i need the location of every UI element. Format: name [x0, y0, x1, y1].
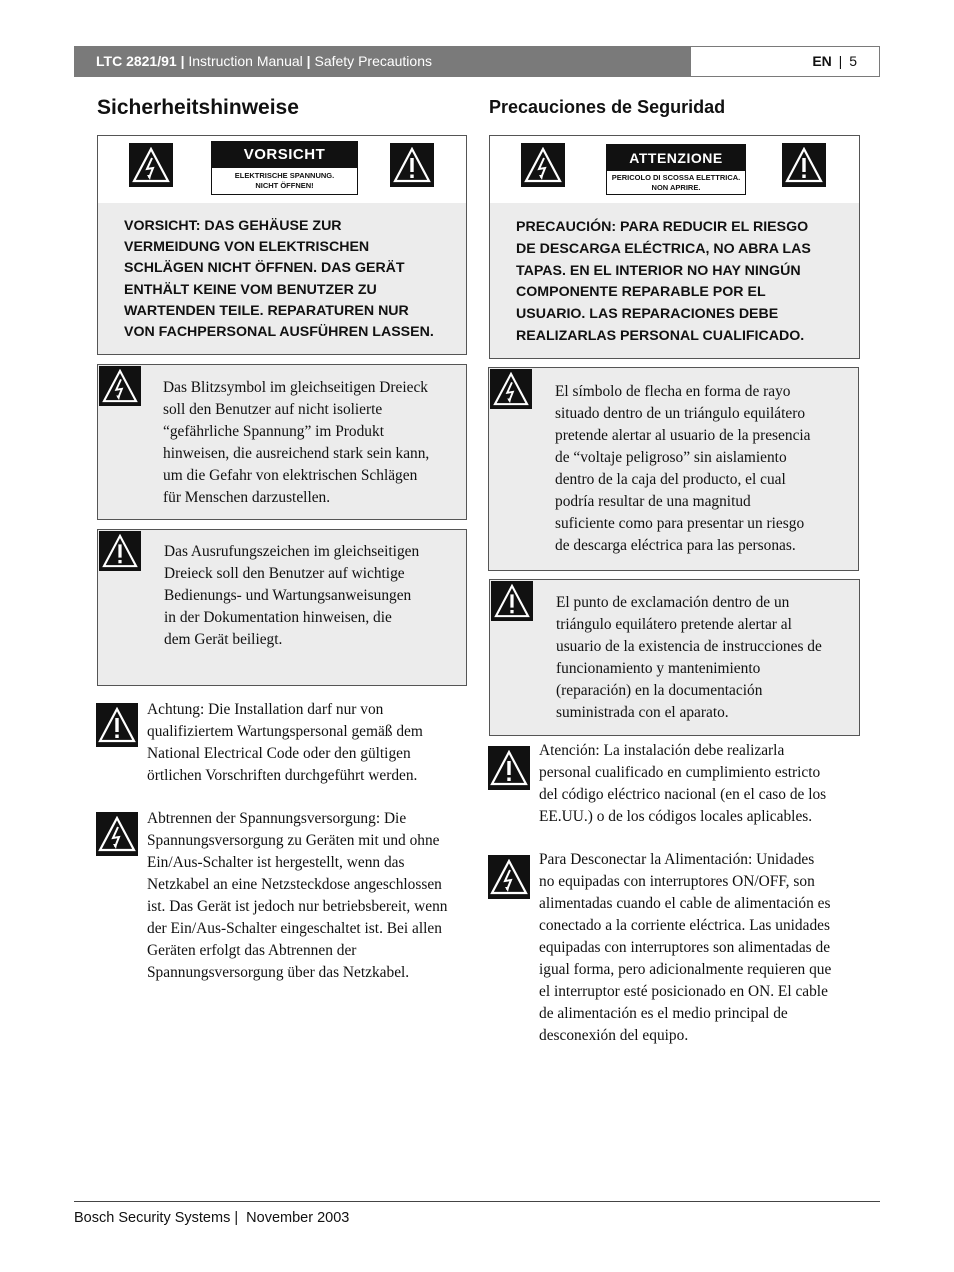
text-line: suficiente como para presentar un riesgo — [555, 515, 805, 532]
text-line: conectado a la corriente eléctrica. Las unidades — [539, 917, 830, 934]
text-line: Das Ausrufungszeichen im gleichseitigen — [164, 543, 420, 560]
text-line: Netzkabel an eine Netzsteckdose angeschlossen — [147, 876, 442, 893]
text-line: hinweisen, die ausreichend stark sein kann, — [163, 445, 430, 462]
spanish-caution-box — [489, 135, 860, 359]
text-line: (reparación) en la documentación — [556, 682, 763, 699]
text-line: podría resultar de una magnitud — [555, 493, 751, 510]
text-line: personal cualificado en cumplimiento estricto — [539, 764, 821, 781]
caution-line: SCHLÄGEN NICHT ÖFFNEN. DAS GERÄT — [124, 260, 405, 277]
lightning-warning-icon — [96, 812, 138, 856]
lightning-warning-icon — [488, 855, 530, 899]
text-line: dentro de la caja del producto, el cual — [555, 471, 786, 488]
text-line: Das Blitzsymbol im gleichseitigen Dreieck — [163, 379, 428, 396]
text-line: alimentadas cuando el cable de alimentación es — [539, 895, 831, 912]
section-title: Safety Precautions — [314, 53, 432, 69]
text-line: für Menschen darzustellen. — [163, 489, 331, 506]
german-disconnect-text — [147, 808, 447, 984]
text-line: triángulo equilátero pretende alertar al — [556, 616, 792, 633]
text-line: el interruptor esté posicionado en ON. El cable — [539, 983, 828, 1000]
header-separator: | — [180, 53, 185, 69]
text-line: Ein/Aus-Schalter ist hergestellt, wenn das — [147, 854, 405, 871]
attenzione-label-line1: PERICOLO DI SCOSSA ELETTRICA. — [611, 173, 741, 182]
spanish-lightning-box — [488, 367, 859, 571]
text-line: der Ein/Aus-Schalter eingeschaltet ist. Bei allen — [147, 920, 442, 937]
lightning-warning-icon — [521, 143, 565, 187]
spanish-label-row — [490, 136, 859, 204]
text-line: Achtung: Die Installation darf nur von — [147, 701, 384, 718]
text-line: desconexión del equipo. — [539, 1027, 689, 1044]
page-number: 5 — [849, 53, 857, 69]
text-line: “gefährliche Spannung” im Produkt — [163, 423, 384, 440]
text-line: pretende alertar al usuario de la presencia — [555, 427, 811, 444]
text-line: qualifiziertem Wartungspersonal gemäß dem — [147, 723, 423, 740]
caution-line: DE DESCARGA ELÉCTRICA, NO ABRA LAS — [516, 240, 811, 257]
text-line: de alimentación es el medio principal de — [539, 1005, 788, 1022]
exclamation-warning-icon — [99, 531, 141, 571]
text-line: Geräten erfolgt das Abtrennen der — [147, 942, 357, 959]
text-line: del código eléctrico nacional (en el caso de los — [539, 786, 827, 803]
text-line: soll den Benutzer auf nicht isolierte — [163, 401, 383, 418]
caution-line: VON FACHPERSONAL AUSFÜHREN LASSEN. — [124, 324, 434, 341]
text-line: de descarga eléctrica para las personas. — [555, 537, 796, 554]
caution-line: ENTHÄLT KEINE VOM BENUTZER ZU — [124, 281, 377, 298]
text-line: dem Gerät beiliegt. — [164, 631, 283, 648]
text-line: in der Dokumentation hinweisen, die — [164, 609, 392, 626]
text-line: usuario de la existencia de instrucciones de — [556, 638, 822, 655]
footer-separator: | — [234, 1210, 239, 1226]
header-bar — [74, 46, 691, 77]
vorsicht-label-title: VORSICHT — [243, 146, 326, 163]
text-line: Atención: La instalación debe realizarla — [539, 742, 785, 759]
exclamation-warning-icon — [782, 143, 826, 187]
caution-line: PRECAUCIÓN: PARA REDUCIR EL RIESGO — [516, 219, 809, 235]
text-line: Dreieck soll den Benutzer auf wichtige — [164, 565, 405, 582]
german-exclamation-box — [97, 529, 467, 686]
german-label-row — [98, 136, 466, 204]
german-exclamation-text — [164, 541, 419, 651]
header-separator: | — [838, 53, 843, 69]
text-line: ist. Das Gerät ist jedoch nur betriebsbereit, wenn — [147, 898, 448, 915]
attenzione-label-title: ATTENZIONE — [629, 150, 723, 166]
header-separator: | — [306, 53, 311, 69]
spanish-exclamation-text — [556, 592, 822, 724]
caution-line: VERMEIDUNG VON ELEKTRISCHEN — [124, 239, 370, 256]
attenzione-label — [606, 144, 746, 195]
spanish-lightning-text — [555, 381, 811, 557]
text-line: funcionamiento y mantenimiento — [556, 660, 761, 677]
footer — [74, 1210, 349, 1226]
spanish-caution-text — [516, 217, 811, 348]
company-name: Bosch Security Systems — [74, 1210, 231, 1226]
spanish-disconnect-text — [539, 849, 831, 1047]
text-line: suministrada con el aparato. — [556, 704, 729, 721]
text-line: equipadas con interruptores son alimentadas de — [539, 939, 831, 956]
vorsicht-label-line1: ELEKTRISCHE SPANNUNG. — [234, 171, 335, 180]
caution-line: USUARIO. LAS REPARACIONES DEBE — [516, 306, 779, 323]
text-line: örtlichen Vorschriften durchgeführt werden. — [147, 767, 418, 784]
lightning-warning-icon — [99, 366, 141, 406]
header-page-box — [691, 46, 880, 77]
publication-date: November 2003 — [246, 1210, 350, 1226]
text-line: Bedienungs- und Wartungsanweisungen — [164, 587, 412, 604]
text-line: de “voltaje peligroso” sin aislamiento — [555, 449, 787, 466]
text-line: National Electrical Code oder den gültigen — [147, 745, 411, 762]
text-line: igual forma, pero adicionalmente requieren que — [539, 961, 832, 978]
text-line: El punto de exclamación dentro de un — [556, 594, 790, 611]
german-title: Sicherheitshinweise — [97, 96, 299, 119]
lightning-warning-icon — [490, 369, 532, 409]
caution-line: WARTENDEN TEILE. REPARATUREN NUR — [124, 302, 409, 319]
caution-line: VORSICHT: DAS GEHÄUSE ZUR — [124, 218, 342, 234]
text-line: no equipadas con interruptores ON/OFF, son — [539, 873, 815, 890]
product-name: LTC 2821/91 — [96, 53, 177, 69]
text-line: El símbolo de flecha en forma de rayo — [555, 383, 791, 400]
text-line: Para Desconectar la Alimentación: Unidades — [539, 851, 815, 868]
text-line: Spannungsversorgung zu Geräten mit und ohne — [147, 832, 440, 849]
german-caution-box — [97, 135, 467, 355]
footer-divider — [74, 1201, 880, 1202]
vorsicht-label-line2: NICHT ÖFFNEN! — [255, 181, 314, 190]
text-line: EE.UU.) o de los códigos locales aplicables. — [539, 808, 813, 825]
text-line: um die Gefahr von elektrischen Schlägen — [163, 467, 418, 484]
german-lightning-box — [97, 364, 467, 520]
german-lightning-text — [163, 377, 429, 509]
caution-line: REALIZARLAS PERSONAL CUALIFICADO. — [516, 327, 805, 344]
exclamation-warning-icon — [390, 143, 434, 187]
exclamation-warning-icon — [491, 581, 533, 621]
language-code: EN — [812, 53, 832, 69]
text-line: Abtrennen der Spannungsversorgung: Die — [147, 810, 407, 827]
caution-line: COMPONENTE REPARABLE POR EL — [516, 284, 766, 301]
spanish-exclamation-box — [489, 579, 860, 736]
caution-line: TAPAS. EN EL INTERIOR NO HAY NINGÚN — [516, 262, 801, 279]
attenzione-label-line2: NON APRIRE. — [651, 183, 701, 192]
exclamation-warning-icon — [96, 703, 138, 747]
vorsicht-label — [211, 141, 358, 195]
spanish-installation-text — [539, 740, 826, 828]
lightning-warning-icon — [129, 143, 173, 187]
german-caution-text — [124, 216, 434, 343]
spanish-title: Precauciones de Seguridad — [489, 97, 726, 117]
manual-title: Instruction Manual — [188, 53, 303, 69]
german-installation-text — [147, 699, 423, 787]
text-line: situado dentro de un triángulo equilátero — [555, 405, 806, 422]
exclamation-warning-icon — [488, 746, 530, 790]
text-line: Spannungsversorgung über das Netzkabel. — [147, 964, 410, 981]
